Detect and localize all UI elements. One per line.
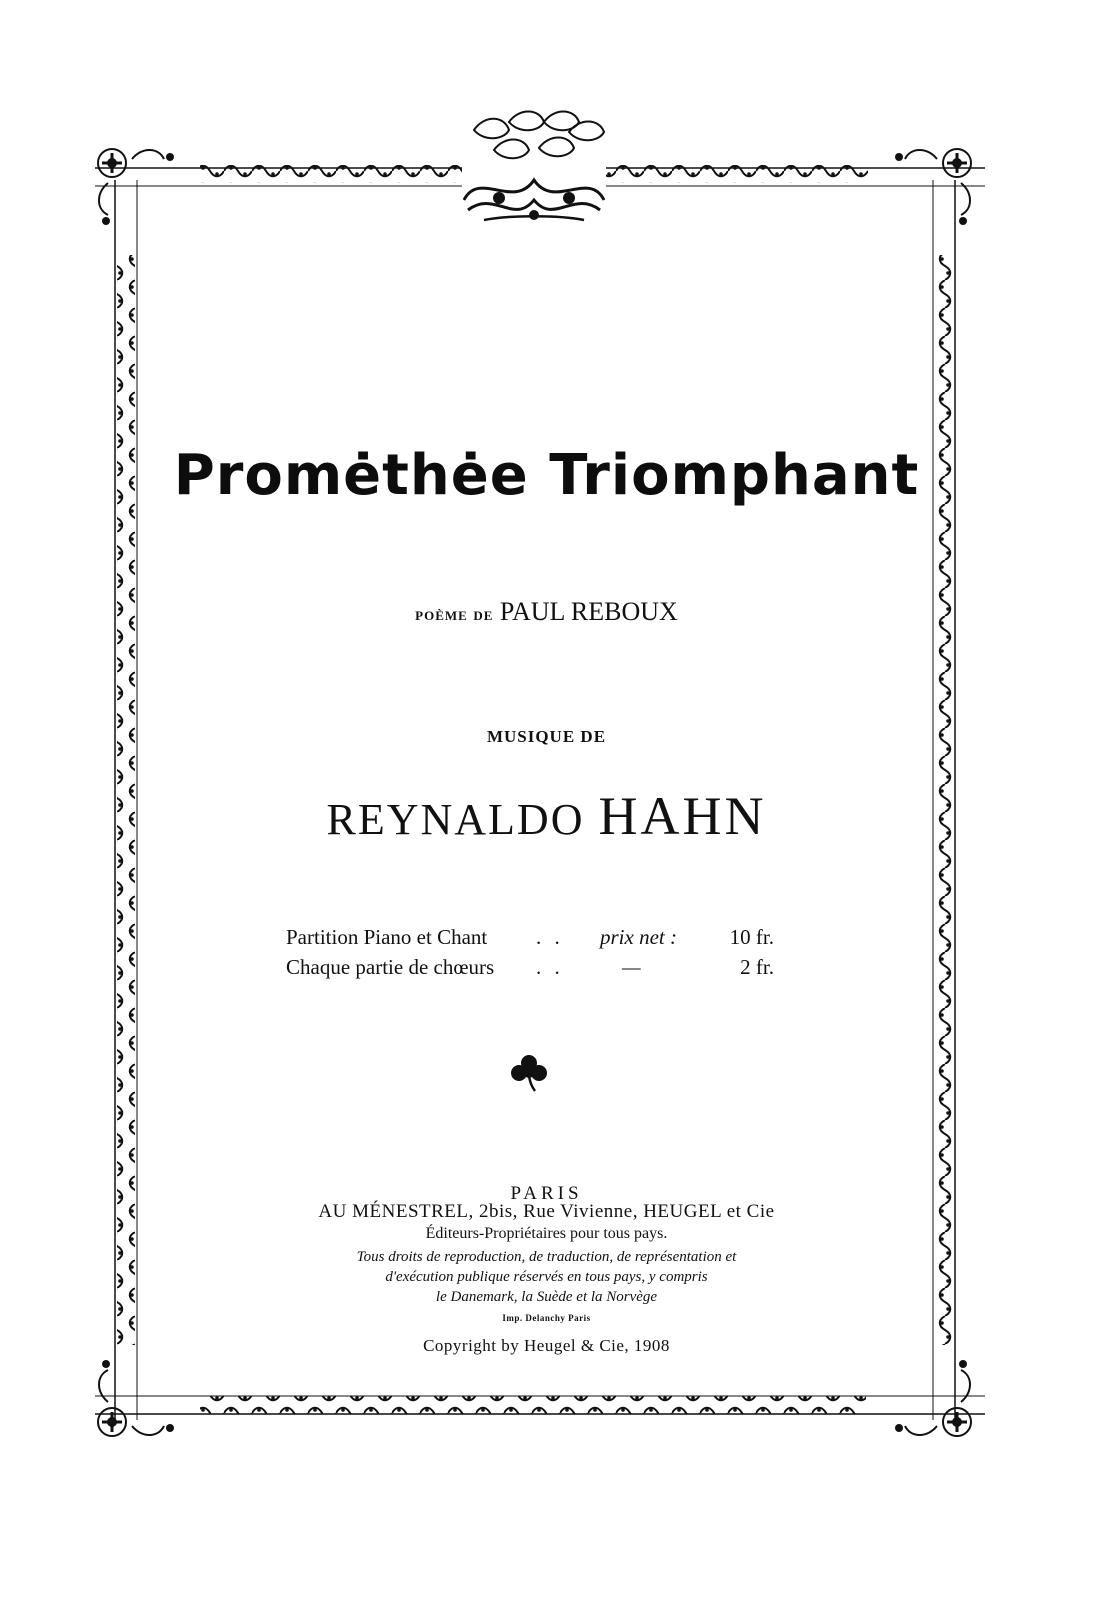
- rights-line: Tous droits de reproduction, de traduction, de représentation et: [356, 1249, 737, 1265]
- corner-ornament-bottom-left: [98, 1360, 174, 1436]
- publisher-city: PARIS: [510, 1183, 583, 1204]
- bottom-border: [95, 1396, 985, 1414]
- price-leader-dots: . .: [536, 925, 564, 949]
- price-description: Partition Piano et Chant: [286, 925, 488, 949]
- price-description: Chaque partie de chœurs: [286, 955, 495, 979]
- price-value: 2 fr.: [740, 955, 774, 979]
- floral-ornament-top: [464, 112, 604, 221]
- publisher-editors: Éditeurs-Propriétaires pour tous pays.: [425, 1225, 668, 1242]
- composer-first-name: REYNALDO: [326, 795, 585, 844]
- copyright-line: Copyright by Heugel & Cie, 1908: [423, 1336, 670, 1355]
- rights-line: le Danemark, la Suède et la Norvège: [435, 1289, 658, 1305]
- composer-last-name: HAHN: [598, 786, 767, 846]
- poet-name: PAUL REBOUX: [499, 597, 678, 626]
- rights-notice: [0, 1247, 1093, 1307]
- work-title: Promėthėe Triomphant: [173, 443, 920, 508]
- price-row: [286, 925, 786, 955]
- composer-name: [0, 785, 1093, 847]
- corner-ornament-top-left: [98, 149, 174, 225]
- publisher-address: AU MÉNESTREL, 2bis, Rue Vivienne, HEUGEL et Cie: [318, 1201, 775, 1222]
- price-leader-dots: . .: [536, 955, 564, 979]
- printer-credit: Imp. Delanchy Paris: [502, 1313, 591, 1323]
- poem-credit: [0, 597, 1093, 627]
- price-note: prix net :: [600, 925, 677, 949]
- price-note: —: [622, 955, 641, 979]
- price-list: [286, 925, 786, 985]
- clover-ornament-icon: [508, 1052, 550, 1094]
- poem-prefix: poème de: [415, 604, 494, 624]
- music-label: MUSIQUE DE: [486, 727, 607, 746]
- price-value: 10 fr.: [729, 925, 774, 949]
- top-border: [95, 165, 985, 186]
- rights-line: d'exécution publique réservés en tous pays, y compris: [385, 1269, 708, 1285]
- price-row: [286, 955, 786, 985]
